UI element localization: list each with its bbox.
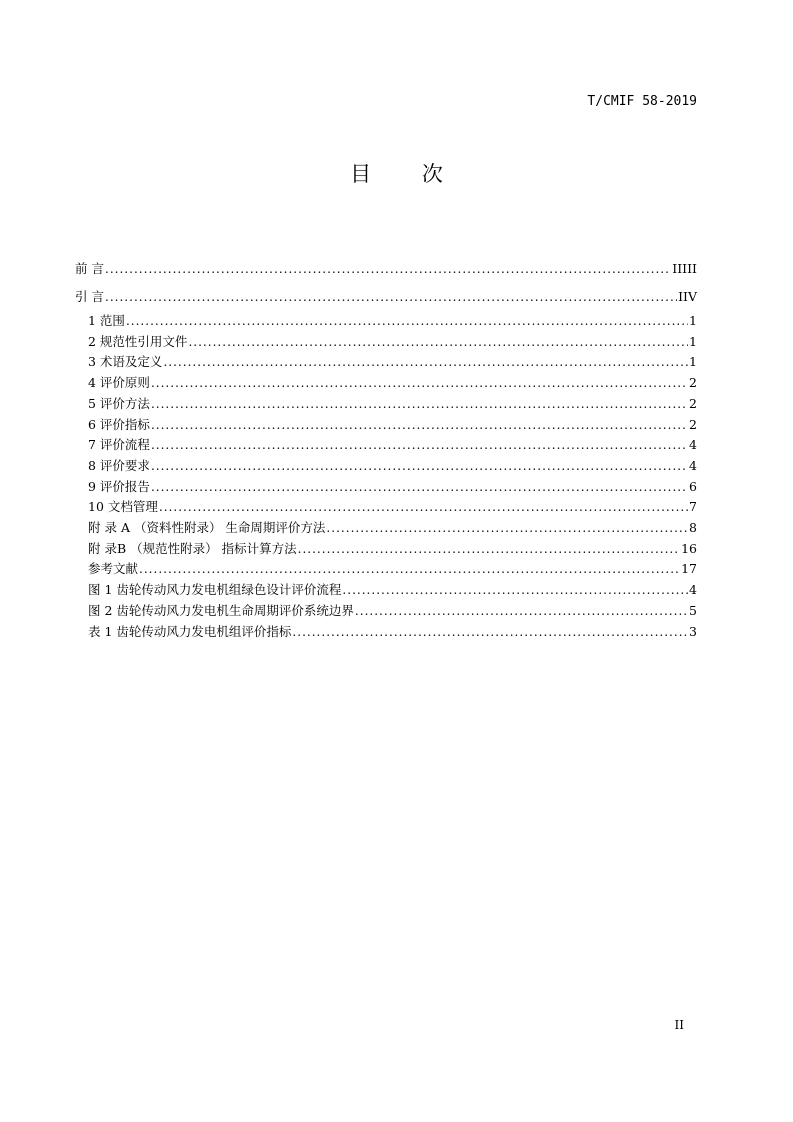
toc-entry-page: IIV xyxy=(678,289,697,304)
toc-leader-dots xyxy=(139,559,680,580)
toc-entry-page: 1 xyxy=(689,313,697,328)
toc-entry[interactable] xyxy=(75,435,697,456)
toc-leader-dots xyxy=(151,415,688,436)
toc-entry-figure-1[interactable] xyxy=(75,580,697,601)
toc-entry-label: 引 言 xyxy=(75,289,104,304)
toc-entry-references[interactable] xyxy=(75,559,697,580)
toc-entry-table-1[interactable] xyxy=(75,622,697,643)
toc-entry-foreword[interactable] xyxy=(75,255,697,283)
toc-entry-label: 1 范围 xyxy=(88,313,125,328)
toc-leader-dots xyxy=(105,255,671,283)
toc-entry-introduction[interactable] xyxy=(75,283,697,311)
toc-leader-dots xyxy=(355,601,688,622)
toc-entry-page: 7 xyxy=(689,499,697,515)
toc-entry-page: 17 xyxy=(681,561,697,577)
toc-entry-page: 2 xyxy=(689,375,697,391)
toc-entry-page: 2 xyxy=(689,416,697,432)
document-id: T/CMIF 58-2019 xyxy=(587,94,697,109)
toc-entry-label: 附 录 A （资料性附录） 生命周期评价方法 xyxy=(88,520,326,536)
toc-entry-page: 3 xyxy=(689,623,697,639)
toc-leader-dots xyxy=(151,435,688,456)
toc-entry-page: 2 xyxy=(689,395,697,411)
toc-leader-dots xyxy=(151,394,688,415)
toc-entry-page: 16 xyxy=(681,540,697,556)
toc-entry-label: 4 评价原则 xyxy=(88,375,150,391)
toc-entry[interactable] xyxy=(75,394,697,415)
toc-entry-label: 6 评价指标 xyxy=(88,416,150,432)
toc-entry-label: 图 1 齿轮传动风力发电机组绿色设计评价流程 xyxy=(88,582,342,598)
toc-leader-dots xyxy=(151,477,688,498)
toc-entry[interactable] xyxy=(75,477,697,498)
toc-leader-dots xyxy=(126,311,688,332)
toc-entry-page: 1 xyxy=(689,354,697,370)
toc-entry-page: 1 xyxy=(689,333,697,349)
toc-leader-dots xyxy=(188,332,688,353)
toc-entry[interactable] xyxy=(75,332,697,353)
toc-entry-page: 4 xyxy=(689,437,697,453)
toc-leader-dots xyxy=(163,352,688,373)
toc-entry-appendix-b[interactable] xyxy=(75,539,697,560)
toc-entry-page: 5 xyxy=(689,602,697,618)
toc-leader-dots xyxy=(151,456,688,477)
toc-entry-label: 附 录B （规范性附录） 指标计算方法 xyxy=(88,540,297,556)
toc-entry[interactable] xyxy=(75,415,697,436)
table-of-contents xyxy=(75,255,697,642)
toc-title: 目 次 xyxy=(350,162,465,186)
toc-entry-page: 4 xyxy=(689,457,697,473)
toc-leader-dots xyxy=(292,622,688,643)
toc-leader-dots xyxy=(151,373,688,394)
toc-entry[interactable] xyxy=(75,373,697,394)
toc-entry[interactable] xyxy=(75,456,697,477)
toc-entry-figure-2[interactable] xyxy=(75,601,697,622)
toc-entry-page: 6 xyxy=(689,478,697,494)
toc-leader-dots xyxy=(105,283,677,311)
toc-entry[interactable] xyxy=(75,352,697,373)
toc-entry-label: 参考文献 xyxy=(88,561,139,577)
toc-entry-label: 图 2 齿轮传动风力发电机生命周期评价系统边界 xyxy=(88,602,354,618)
toc-entry-page: IIIII xyxy=(672,261,697,276)
toc-entry-label: 7 评价流程 xyxy=(88,437,150,453)
toc-leader-dots xyxy=(298,539,680,560)
toc-entry[interactable] xyxy=(75,497,697,518)
toc-entry-label: 10 文档管理 xyxy=(88,499,158,515)
toc-entry-label: 8 评价要求 xyxy=(88,457,150,473)
page-number: II xyxy=(674,1018,684,1032)
toc-leader-dots xyxy=(326,518,688,539)
toc-entry-page: 4 xyxy=(689,582,697,598)
toc-leader-dots xyxy=(159,497,688,518)
toc-entry-label: 2 规范性引用文件 xyxy=(88,333,188,349)
toc-entry-label: 表 1 齿轮传动风力发电机组评价指标 xyxy=(88,623,292,639)
toc-entry-label: 3 术语及定义 xyxy=(88,354,163,370)
toc-entry-label: 9 评价报告 xyxy=(88,478,150,494)
toc-entry-appendix-a[interactable] xyxy=(75,518,697,539)
toc-entry-label: 5 评价方法 xyxy=(88,395,150,411)
toc-entry-page: 8 xyxy=(689,520,697,536)
toc-leader-dots xyxy=(342,580,688,601)
toc-entry-label: 前 言 xyxy=(75,261,104,276)
toc-entry[interactable] xyxy=(75,311,697,332)
